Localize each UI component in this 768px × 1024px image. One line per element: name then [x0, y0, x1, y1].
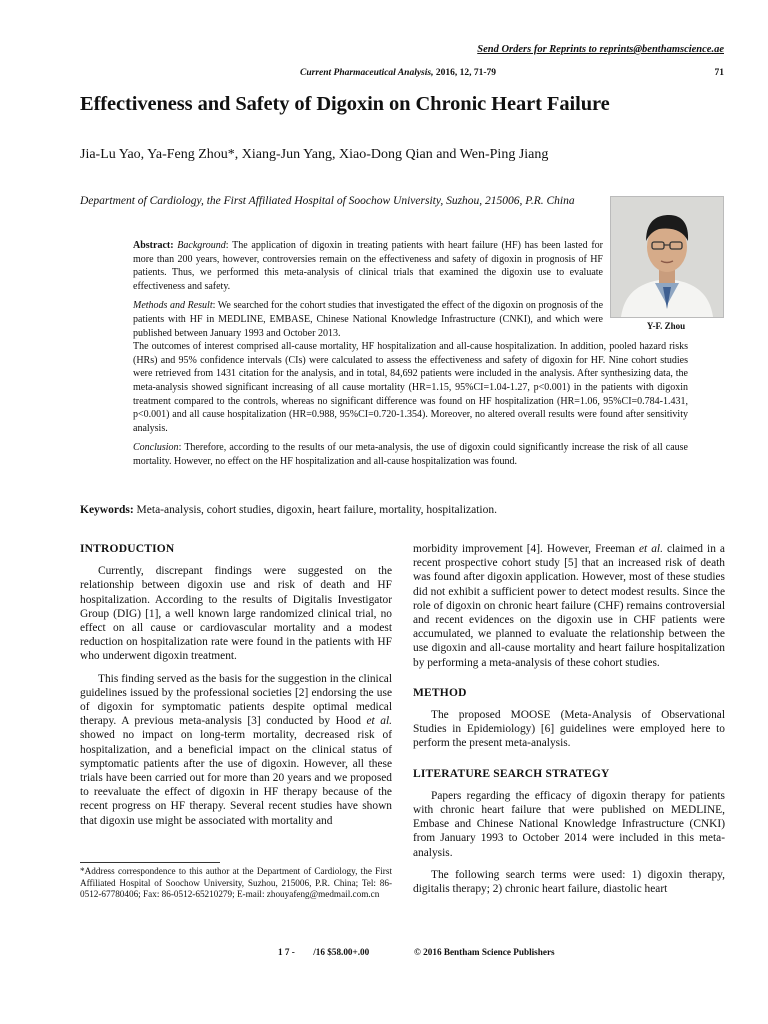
paragraph: The proposed MOOSE (Meta-Analysis of Observational Studies in Epidemiology) [6] guidelines were employed here to perform the present meta-analysis. — [413, 709, 725, 750]
footnote-divider — [80, 862, 220, 863]
section-heading-introduction: INTRODUCTION — [80, 543, 175, 555]
reprints-notice: Send Orders for Reprints to reprints@benthamscience.ae — [477, 44, 724, 55]
correspondence-footnote: *Address correspondence to this author at the Department of Cardiology, the First Affiliated Hospital of Soochow University, Suzhou, 215006, P.R. China; Tel: 86-0512-67780406; Fax: 86-0512-65210279; E-mail: zhouyafeng@medmail.com.cn — [80, 866, 392, 900]
paragraph: The following search terms were used: 1) digoxin therapy, digitalis therapy; 2) chronic heart failure, diastolic heart — [413, 868, 725, 896]
keywords: Keywords: Meta-analysis, cohort studies, digoxin, heart failure, mortality, hospitalization. — [80, 504, 498, 516]
abstract-methods-wide: The outcomes of interest comprised all-cause mortality, HF hospitalization and all-cause hospitalization. In addition, pooled hazard risks (HRs) and 95% confidence intervals (CIs) were calculated to assess the effectiveness and safety of digoxin for HF. Nine cohort studies were retrieved from 1431 citation for the analysis, and in total, 84,692 patients were included in the analysis. After synthesizing data, the meta-analysis showed significant increasing of all cause mortality (HR=1.15, 95%CI=1.04-1.27, p<0.001) in the patients with digoxin treatment compared to the controls, whereas no significant difference was found on HF hospitalization (HR=1.06, 95%CI=0.784-1.431, p<0.001) and all cause hospitalization (HR=0.988, 95%CI=0.720-1.354). Moreover, no altered overall results were found after sensitivity analysis. — [133, 341, 688, 434]
copyright: © 2016 Bentham Science Publishers — [414, 947, 555, 957]
abstract — [133, 239, 688, 475]
paragraph: Papers regarding the efficacy of digoxin therapy for patients with chronic heart failure that were published on MEDLINE, Embase and Chinese National Knowledge Infrastructure (CNKI) from January 1993 to October 2014 were included in this meta-analysis. — [413, 789, 725, 859]
right-column — [413, 542, 725, 904]
section-heading-method: METHOD — [413, 686, 467, 699]
abstract-methods-narrow: Methods and Result: We searched for the cohort studies that investigated the effect of the digoxin on prognosis of the patients with HF in MEDLINE, EMBASE, Chinese National Knowledge Infrastructure (CNKI), and which were published between January 1993 and October 2013. — [133, 300, 604, 339]
left-column — [80, 542, 392, 836]
author-list: Jia-Lu Yao, Ya-Feng Zhou*, Xiang-Jun Yang, Xiao-Dong Qian and Wen-Ping Jiang — [80, 147, 549, 162]
page-number: 71 — [714, 68, 724, 78]
affiliation: Department of Cardiology, the First Affiliated Hospital of Soochow University, Suzhou, 215006, P.R. China — [80, 195, 575, 207]
abstract-background: Abstract: Background: The application of digoxin in treating patients with heart failure (HF) has been lasted for more than 200 years, however, controversies remain on the effectiveness and safety of digoxin in prognosis of HF patients. Thus, we performed this meta-analysis of clinical trials that examined the digoxin use to evaluate effectiveness and safety. — [133, 240, 603, 292]
paragraph: morbidity improvement [4]. However, Freeman et al. claimed in a recent prospective cohort study [5] that an increased risk of death was found after digoxin application. However, most of these studies did not exhibit a sufficient power to detect modest results. Since the role of digoxin on chronic heart failure (CHF) remains controversial and recent evidences on the digoxin use in CHF patients were accumulated, we planned to evaluate the relationship between the use digoxin and all-cause mortality and heart failure hospitalization by performing a meta-analysis of these cohort studies. — [413, 543, 725, 669]
issn-price: 1 7 - /16 $58.00+.00 — [278, 947, 370, 957]
journal-citation: Current Pharmaceutical Analysis, 2016, 12, 71-79 — [300, 68, 497, 78]
article-title: Effectiveness and Safety of Digoxin on Chronic Heart Failure — [80, 93, 610, 115]
photo-caption: Y-F. Zhou — [646, 321, 686, 331]
section-heading-literature: LITERATURE SEARCH STRATEGY — [413, 767, 610, 780]
abstract-conclusion: Conclusion: Therefore, according to the results of our meta-analysis, the use of digoxin could significantly increase the risk of all cause mortality. However, no effect on the HF hospitalization and all-cause hospitalization was found. — [133, 442, 688, 467]
paragraph: Currently, discrepant findings were suggested on the relationship between digoxin use and risk of death and HF hospitalization. According to the results of Digitalis Investigator Group (DIG) [1], a well known large randomized clinical trial, no effect on all cause or cardiovascular mortality and a modest reduction on hospitalization rate were found in the patients with HF who underwent digoxin treatment. — [80, 565, 392, 663]
paragraph: This finding served as the basis for the suggestion in the clinical guidelines issued by the professional societies [2] endorsing the use of digoxin for symptomatic patients despite optimal medical therapy. A previous meta-analysis [3] conducted by Hood et al. showed no impact on long-term mortality, decreased risk of hospitalization, and a beneficial impact on the clinical status of symptomatic patients after the use of digoxin. However, all these trials have been carried out for more than 20 years and we proposed to reevaluate the effect of digoxin in HF therapy because of the recent progress on HF therapy. Several recent studies have shown that digoxin use might be associated with mortality and — [80, 672, 392, 827]
